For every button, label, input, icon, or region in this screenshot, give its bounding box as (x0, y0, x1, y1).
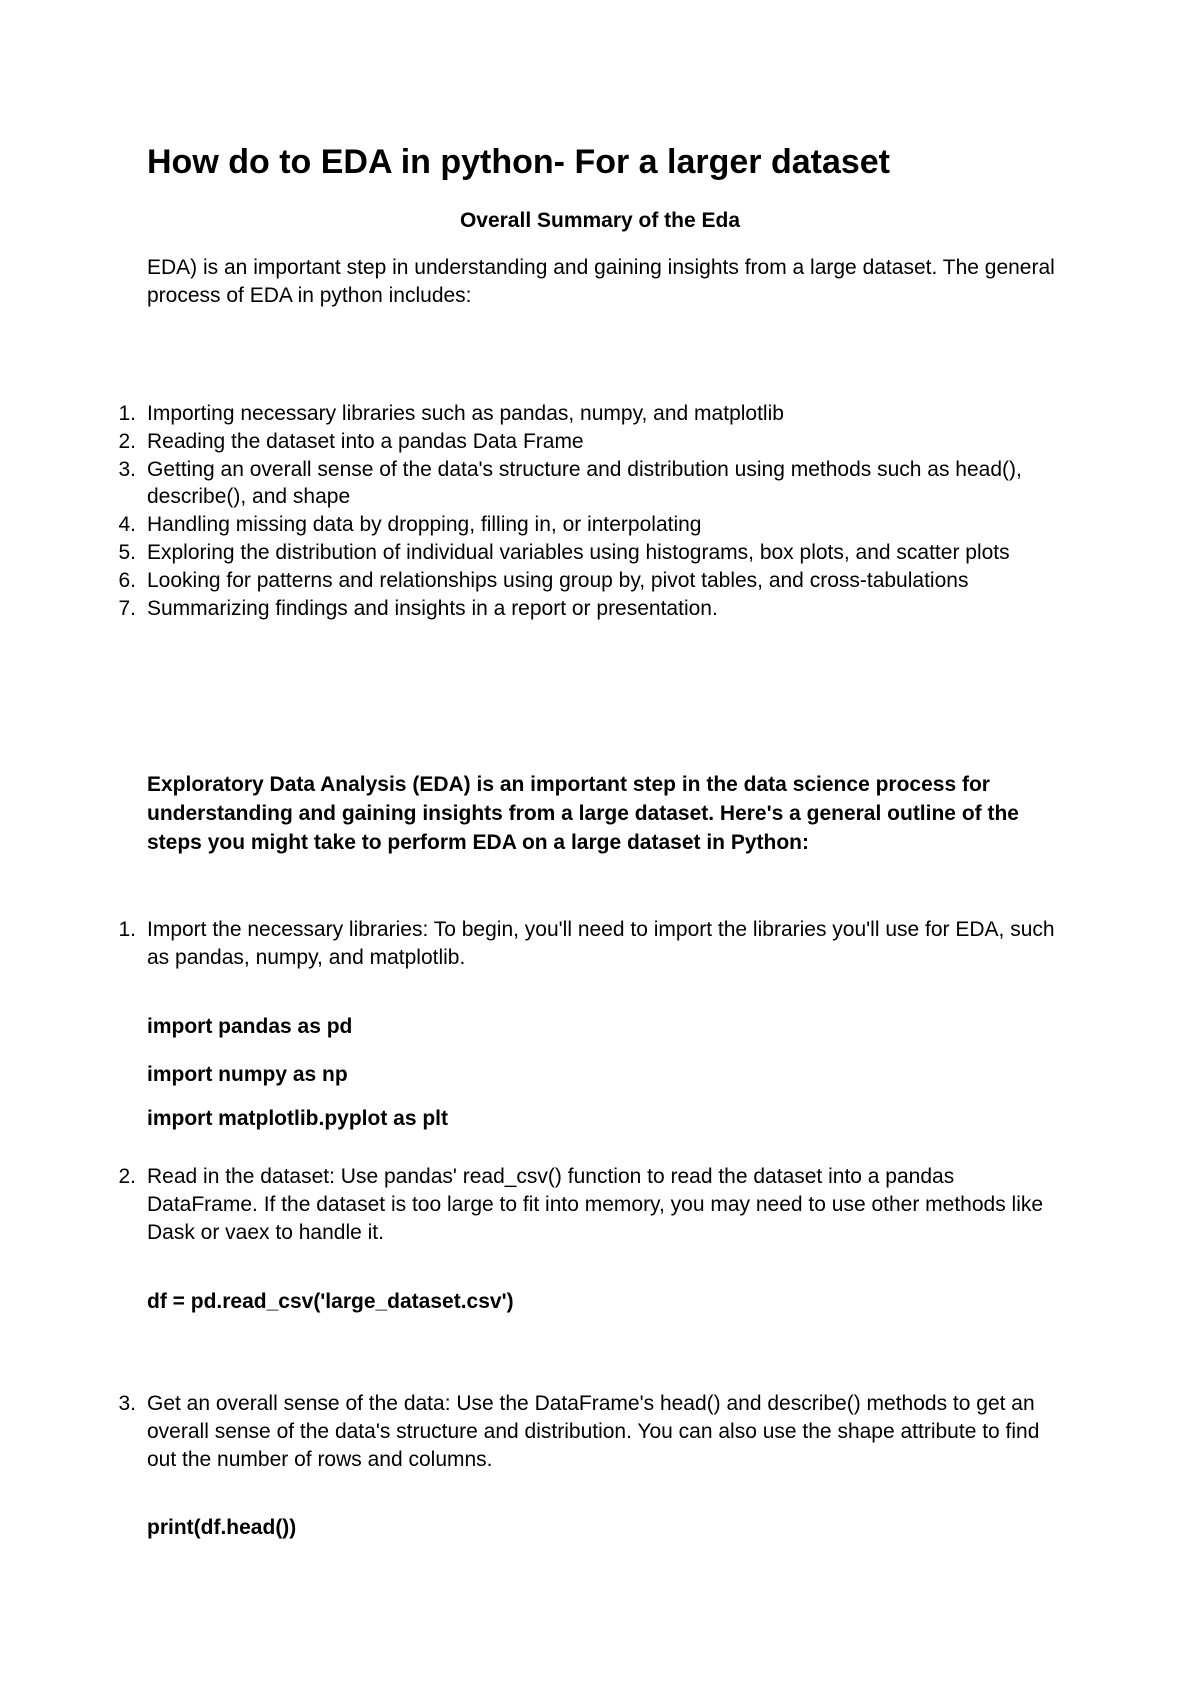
outline-intro-paragraph: Exploratory Data Analysis (EDA) is an important step in the data science process for understanding and gaining insights from a large dataset. Here's a general outline of the steps you might take to perform EDA on a large dataset in Python: (147, 773, 1019, 854)
summary-steps-list (0, 400, 1200, 623)
code-import-matplotlib: import matplotlib.pyplot as plt (147, 1107, 448, 1130)
page-title: How do to EDA in python- For a larger dataset (147, 143, 891, 181)
list-item-number: 2. (118, 430, 136, 453)
intro-paragraph: EDA) is an important step in understanding and gaining insights from a large dataset. The general process of EDA in python includes: (147, 256, 1055, 307)
list-item-number: 5. (118, 541, 136, 564)
code-import-pandas: import pandas as pd (147, 1015, 353, 1038)
list-item-text: Handling missing data by dropping, filling in, or interpolating (147, 513, 702, 536)
list-item (0, 595, 1077, 622)
list-item-number: 4. (118, 513, 136, 536)
step-text: Read in the dataset: Use pandas' read_csv() function to read the dataset into a pandas DataFrame. If the dataset is too large to fit into memory, you may need to use other methods like Dask or vaex to handle it. (147, 1165, 1044, 1244)
step-number: 3. (118, 1392, 136, 1415)
list-item-text: Looking for patterns and relationships using group by, pivot tables, and cross-tabulations (147, 569, 969, 592)
list-item (0, 567, 1077, 594)
list-item-text: Reading the dataset into a pandas Data Frame (147, 430, 584, 453)
code-import-numpy: import numpy as np (147, 1063, 348, 1086)
list-item (0, 539, 1077, 566)
list-item-text: Summarizing findings and insights in a report or presentation. (147, 597, 718, 620)
step-text: Import the necessary libraries: To begin, you'll need to import the libraries you'll use for EDA, such as pandas, numpy, and matplotlib. (147, 918, 1055, 969)
list-item-number: 7. (118, 597, 136, 620)
step-number: 1. (118, 918, 136, 941)
list-item-text: Getting an overall sense of the data's structure and distribution using methods such as head(), describe(), and shape (147, 458, 1022, 508)
list-item-number: 1. (118, 402, 136, 425)
list-item-number: 3. (118, 458, 136, 481)
list-item (0, 428, 1077, 455)
step-text: Get an overall sense of the data: Use the DataFrame's head() and describe() methods to get an overall sense of the data's structure and distribution. You can also use the shape attribute to find out the number of rows and columns. (147, 1392, 1040, 1471)
list-item-text: Exploring the distribution of individual variables using histograms, box plots, and scatter plots (147, 541, 1010, 564)
code-read-csv: df = pd.read_csv('large_dataset.csv') (147, 1290, 514, 1313)
step-number: 2. (118, 1165, 136, 1188)
code-print-head: print(df.head()) (147, 1516, 297, 1539)
list-item-number: 6. (118, 569, 136, 592)
list-item (0, 511, 1077, 538)
list-item (0, 400, 1077, 427)
list-item-text: Importing necessary libraries such as pandas, numpy, and matplotlib (147, 402, 784, 425)
page-subtitle: Overall Summary of the Eda (459, 209, 741, 232)
list-item (0, 456, 1077, 510)
